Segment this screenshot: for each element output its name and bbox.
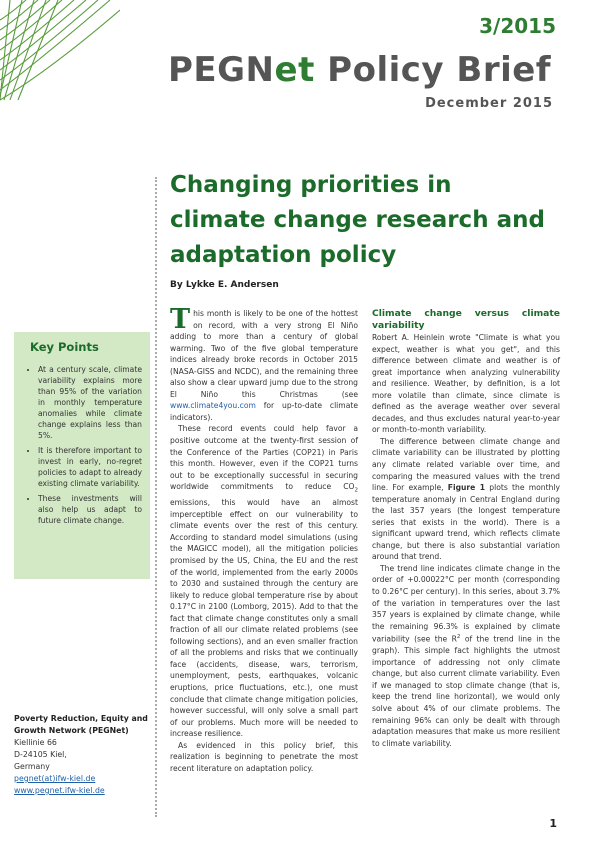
key-points-box xyxy=(14,332,150,579)
drop-cap: T xyxy=(170,304,191,335)
page-number: 1 xyxy=(549,817,557,830)
title-line-1: Changing priorities in xyxy=(170,172,452,198)
paragraph xyxy=(372,563,560,749)
paragraph-text: These record events could help favor a positive outcome at the twenty-first session of the Conference of the Parties (COP21) in Paris this month. However, even if the COP21 turns out to be exceptionally successful in securing worldwide commitments to reduce CO xyxy=(170,424,358,492)
website-link[interactable]: www.pegnet.ifw-kiel.de xyxy=(14,786,105,795)
subscript: 2 xyxy=(354,487,358,494)
title-line-2: climate change research and xyxy=(170,207,545,233)
publication-brand xyxy=(168,50,551,90)
section-heading: Climate change versus climate variability xyxy=(372,308,560,331)
brand-et: et xyxy=(274,50,315,90)
publisher-address xyxy=(14,713,154,797)
email-link[interactable]: pegnet(at)ifw-kiel.de xyxy=(14,774,96,783)
paragraph-text: his month is likely to be one of the hottest on record, with a very strong El Niño adding to more than a century of global warming. Two of the five global temperature indices already broke records in October 2015 (NASA-GISS and NCDC), and the remaining three also show a clear upward jump due to the strong El Niño this Christmas (see xyxy=(170,309,358,399)
byline: By Lykke E. Andersen xyxy=(170,280,279,290)
paragraph: Robert A. Heinlein wrote "Climate is what you expect, weather is what you get", and this difference between climate and weather is of great importance when analyzing vulnerability and resilience. Weather, by definition, is a lot more volatile than climate, since climate is defined as the average weather over several decades, and thus excludes natural year-to-year or month-to-month variability. xyxy=(372,333,560,435)
article-column-2 xyxy=(372,308,560,749)
paragraph-text: plots the monthly temperature anomaly in Central England during the last 357 years (the longest temperature series that exists in the world). There is a significant upward trend, which reflects climate change, but there is also substantial variation around that trend. xyxy=(372,483,560,562)
paragraph-text: The difference between climate change and climate variability can be illustrated by plotting any climate related variable over time, and comparing the measured values with the trend line. For example, xyxy=(372,436,560,493)
title-line-3: adaptation policy xyxy=(170,242,397,268)
paragraph-text: of the trend line in the graph). This simple fact highlights the utmost importance of addressing not only climate change, but also current climate variability. Even if we managed to stop climate change (that is, keep the trend line horizontal), we would only solve about 4% of our climate problems. The remaining 96% can only be dealt with through adaptation measures that make us more resilient to climate variability. xyxy=(372,634,560,748)
article-column-1 xyxy=(170,304,358,774)
brand-policy-brief: Policy Brief xyxy=(314,50,552,90)
address-country: Germany xyxy=(14,762,50,771)
article-title xyxy=(170,168,560,273)
paragraph xyxy=(170,304,358,423)
key-point-item: • At a century scale, climate variability explains more than 95% of the variation in monthly temperature anomalies while climate change explains less than 5%. xyxy=(38,364,142,441)
issue-number: 3/2015 xyxy=(479,14,556,38)
figure-reference: Figure 1 xyxy=(447,483,486,493)
climate4you-link[interactable]: www.climate4you.com xyxy=(170,401,256,411)
address-city: D-24105 Kiel, xyxy=(14,750,67,759)
superscript: 2 xyxy=(456,634,461,641)
paragraph-text: The trend line indicates climate change in the order of +0.00022°C per month (corresponding to 0.26°C per century). In this series, about 3.7% of the variation in temperatures over the last 357 years is explained by climate change, while the remaining 96.3% is explained by climate variability (see the R xyxy=(372,563,560,644)
key-point-item: • It is therefore important to invest in early, no-regret policies to adapt to already existing climate variability. xyxy=(38,445,142,489)
paragraph: As evidenced in this policy brief, this realization is beginning to penetrate the most recent literature on adaptation policy. xyxy=(170,740,358,773)
key-point-item: • These investments will also help us adapt to future climate change. xyxy=(38,493,142,526)
key-points-list xyxy=(24,364,142,526)
publisher-name: Poverty Reduction, Equity and Growth Network (PEGNet) xyxy=(14,714,148,735)
publication-date: December 2015 xyxy=(425,96,553,111)
paragraph xyxy=(372,436,560,563)
address-street: Kiellinie 66 xyxy=(14,738,57,747)
paragraph xyxy=(170,423,358,739)
paragraph-text: for up-to-date climate indicators). xyxy=(170,401,358,422)
key-points-title: Key Points xyxy=(30,340,99,354)
decorative-corner-graphic xyxy=(0,0,120,110)
brand-pegn: PEGN xyxy=(168,50,275,90)
column-divider xyxy=(155,177,157,817)
paragraph-text: emissions, this would have an almost imperceptible effect on our vulnerability to climate events over the rest of this century. According to standard model simulations (using the MAGICC model), all the mitigation policies promised by the US, China, the EU and the rest of the world, implemented from the early 2000s to 2030 and sustained through the century are likely to reduce global temperature rise by about 0.17°C in 2100 (Lomborg, 2015). Add to that the fact that climate change constitutes only a small fraction of all our climate related problems (see following sections), and an even smaller fraction of all the problems and risks that we continually face (accidents, disease, wars, terrorism, unemployment, pests, earthquakes, volcanic eruptions, price fluctuations, etc.), one must conclude that climate change mitigation policies, however successful, will only solve a small part of our problems. Much more will be needed to increase resilience. xyxy=(170,498,358,739)
